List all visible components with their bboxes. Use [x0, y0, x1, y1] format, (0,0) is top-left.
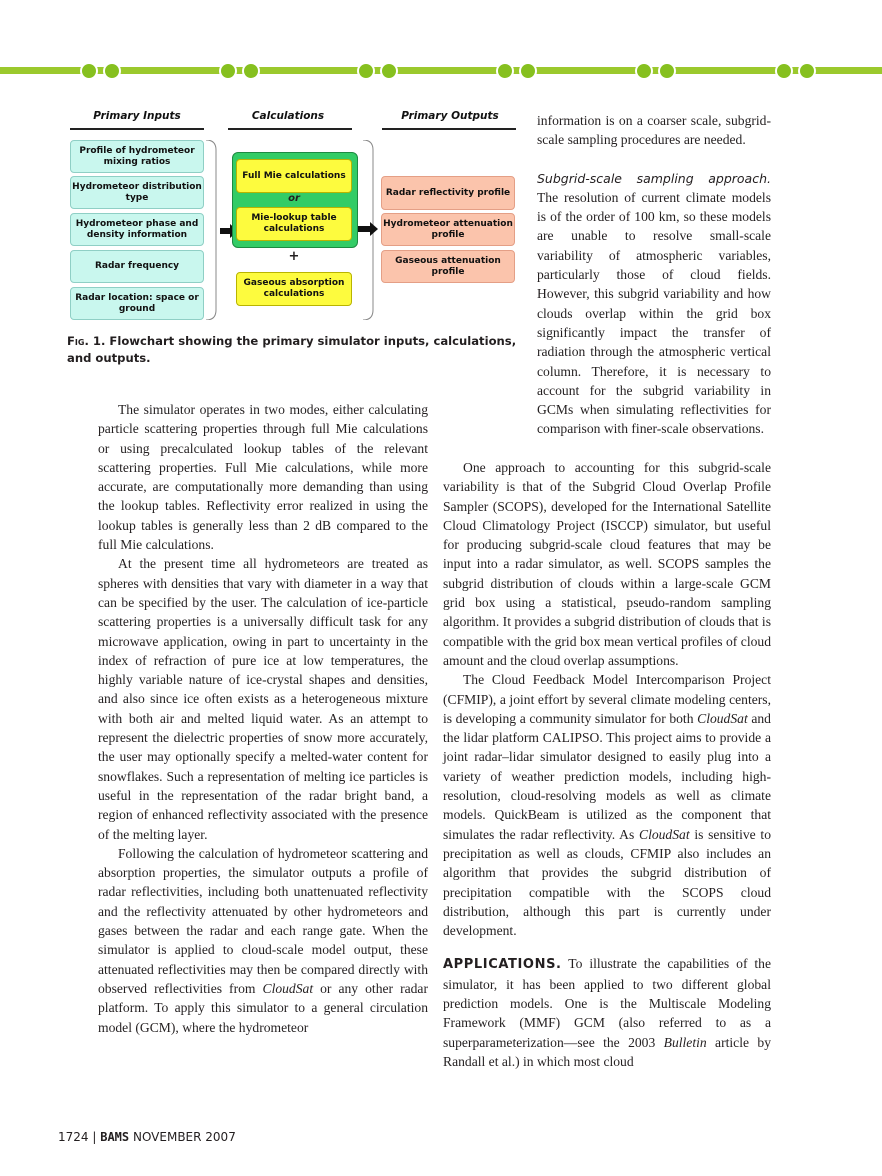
- issue-date: NOVEMBER 2007: [132, 1130, 236, 1144]
- paragraph: At the present time all hydrometeors are treated as spheres with densities that vary with diameter in a way that can be specified by the user. The calculation of ice-particle scattering properties is a universally difficult task for any microwave application, owing in part to uncertainty in the index of refraction of pure ice at low temperatures, the highly variable nature of ice-crystal shapes and densities, and also since ice often exists as a heterogeneous mixture with both air and melted liquid water. As an attempt to represent the dielectric properties of snow more accurately, the user may optionally specify a melted-water content for snowflakes. Such a representation of melting ice particles is useful in the representation of the radar bright band, a region of enhanced reflectivity associated with the presence of the melting layer.: [98, 556, 428, 842]
- paragraph: [98, 844, 428, 1037]
- right-column-top: [537, 111, 771, 439]
- page-footer: [58, 1130, 236, 1144]
- caption-label: Fig. 1.: [67, 334, 106, 348]
- input-phase-density: Hydrometeor phase and density information: [70, 213, 204, 246]
- inputs-rule: [70, 128, 204, 130]
- input-distribution-type: Hydrometeor distribution type: [70, 176, 204, 209]
- calc-mie-lookup: Mie-lookup table calculations: [236, 207, 352, 241]
- calc-or-label: or: [288, 193, 300, 204]
- header-decoration: [0, 61, 882, 81]
- text: To illustrate the capabilities of the simulator, it has been applied to two different global prediction models. One is the Multiscale Modeling Framework (MMF) GCM (also referred to as a superparameterization—see the 2003: [443, 956, 771, 1050]
- calc-gaseous-absorption: Gaseous absorption calculations: [236, 272, 352, 306]
- figure-caption: [67, 333, 523, 366]
- output-gaseous-attenuation: Gaseous attenuation profile: [381, 250, 515, 283]
- text: article by Randall et al.) in which most cloud: [443, 1034, 771, 1069]
- calc-full-mie: Full Mie calculations: [236, 159, 352, 193]
- text: Following the calculation of hydrometeor scattering and absorption properties, the simulator outputs a profile of radar reflectivities, including both unattenuated reflectivity and the reflectivity attenuated by other hydrometeors and gases between the radar and each range gate. When the simulator is applied to cloud-scale model output, these attenuated reflectivities may then be compared directly with observed reflectivities from: [98, 845, 428, 996]
- flowchart-figure: [60, 104, 520, 330]
- section-heading: APPLICATIONS.: [443, 957, 562, 973]
- text: is sensitive to precipitation as well as clouds, CFMIP also includes an algorithm that provides the subgrid distribution of precipitation compatible with the SCOPS cloud distribution, although this part is currently under development.: [443, 826, 771, 939]
- output-hydrometeor-attenuation: Hydrometeor attenuation profile: [381, 213, 515, 246]
- text: or any other radar platform. To apply this simulator to a general circulation model (GCM), where the hydrometeor: [98, 980, 428, 1035]
- text: and the lidar platform CALIPSO. This project aims to provide a joint radar–lidar simulator designed to easily plug into a variety of weather prediction models, including high-resolution, cloud-resolving models as well as climate models. QuickBeam is utilized as the component that simulates the radar reflectivity. As: [443, 710, 771, 842]
- caption-text: Flowchart showing the primary simulator inputs, calculations, and outputs.: [67, 334, 517, 365]
- journal-logo: BAMS: [100, 1130, 130, 1144]
- text-italic: CloudSat: [262, 980, 314, 996]
- paragraph: [443, 670, 771, 940]
- paragraph: [443, 954, 771, 1071]
- footer-separator: |: [92, 1130, 101, 1144]
- outputs-heading: Primary Outputs: [401, 110, 499, 122]
- flow-arrow-right: [358, 221, 380, 237]
- text-italic: Bulletin: [663, 1034, 707, 1050]
- inputs-heading: Primary Inputs: [93, 110, 181, 122]
- calc-rule: [228, 128, 352, 130]
- paragraph: information is on a coarser scale, subgrid-scale sampling procedures are needed.: [537, 113, 771, 148]
- outputs-rule: [382, 128, 516, 130]
- calc-heading: Calculations: [251, 110, 325, 122]
- text: The Cloud Feedback Model Intercomparison Project (CFMIP), a joint effort by several climate modeling centers, is developing a community simulator for both: [443, 672, 771, 726]
- page-number: 1724: [58, 1130, 89, 1144]
- input-mixing-ratios: Profile of hydrometeor mixing ratios: [70, 140, 204, 173]
- paragraph: [537, 169, 771, 439]
- subsection-heading: Subgrid-scale sampling approach.: [537, 170, 771, 186]
- paragraph: One approach to accounting for this subgrid-scale variability is that of the Subgrid Cloud Overlap Profile Sampler (SCOPS), developed for the International Satellite Cloud Climatology Project (ISCCP) simulator, but useful for producing subgrid-scale cloud features that may be input into a radar simulator, as well. SCOPS samples the subgrid distribution of clouds within a large-scale GCM grid box using a statistical, pseudo-random sampling algorithm. It provides a subgrid distribution of clouds that is compatible with the grid box mean vertical profiles of cloud amount and the cloud overlap assumptions.: [443, 460, 771, 668]
- right-column: [443, 458, 771, 1071]
- left-column: [98, 400, 428, 1037]
- paragraph-text: The resolution of current climate models is of the order of 100 km, so these models are unable to resolve small-scale variability of atmospheric variables, particularly those of cloud fields. However, this subgrid variability and how clouds overlap within the grid box significantly impact the transfer of radiation through the atmospheric vertical column. Therefore, it is necessary to account for the subgrid variability in GCMs when simulating reflectivities for comparison with finer-scale observations.: [537, 189, 771, 437]
- input-radar-frequency: Radar frequency: [70, 250, 204, 283]
- output-reflectivity-profile: Radar reflectivity profile: [381, 176, 515, 210]
- text-italic: CloudSat: [639, 826, 690, 842]
- input-radar-location: Radar location: space or ground: [70, 287, 204, 320]
- text-italic: CloudSat: [697, 710, 748, 726]
- calc-plus-label: +: [288, 249, 300, 264]
- paragraph: The simulator operates in two modes, either calculating particle scattering properties through full Mie calculations or using precalculated lookup tables of the relevant scattering properties. Full Mie calculations, while more accurate, are computationally more demanding than using the lookup tables. Reflectivity error realized in using the lookup tables is generally less than 2 dB compared to the full Mie calculations.: [98, 402, 428, 553]
